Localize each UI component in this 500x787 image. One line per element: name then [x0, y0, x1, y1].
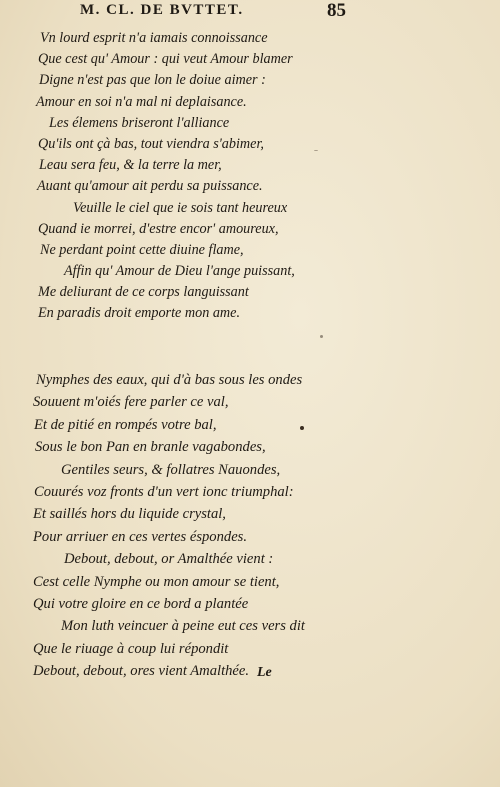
- verse-line: Digne n'est pas que lon le doiue aimer :: [39, 72, 266, 89]
- running-head: M. CL. DE BVTTET.: [80, 2, 244, 18]
- verse-line: Que le riuage à coup lui répondit: [33, 640, 229, 657]
- ink-speck: [314, 150, 318, 151]
- verse-line: Veuille le ciel que ie sois tant heureux: [73, 199, 288, 216]
- page-header: [0, 2, 500, 26]
- verse-line: Leau sera feu, & la terre la mer,: [39, 157, 222, 174]
- verse-line: Qu'ils ont çà bas, tout viendra s'abimer,: [38, 135, 264, 152]
- verse-line: Mon luth veincuer à peine eut ces vers dit: [61, 618, 305, 635]
- verse-line: Et de pitié en rompés votre bal,: [34, 416, 217, 433]
- verse-line: Que cest qu' Amour : qui veut Amour blamer: [38, 51, 293, 68]
- verse-line: Amour en soi n'a mal ni deplaisance.: [36, 93, 247, 110]
- verse-line: Quand ie morrei, d'estre encor' amoureux,: [38, 220, 279, 237]
- verse-line: Pour arriuer en ces vertes éspondes.: [33, 528, 247, 545]
- verse-line: Et saillés hors du liquide crystal,: [33, 506, 226, 523]
- ink-speck: [320, 335, 323, 338]
- verse-line: Souuent m'oiés fere parler ce val,: [33, 394, 229, 411]
- sonnet-1: [0, 28, 500, 325]
- verse-line: Auant qu'amour ait perdu sa puissance.: [37, 178, 263, 195]
- verse-line: Affin qu' Amour de Dieu l'ange puissant,: [64, 263, 295, 280]
- verse-line: Cest celle Nymphe ou mon amour se tient,: [33, 573, 280, 590]
- verse-line: En paradis droit emporte mon ame.: [38, 305, 241, 322]
- verse-line: Debout, debout, or Amalthée vient :: [64, 551, 274, 568]
- verse-line: Gentiles seurs, & follatres Nauondes,: [61, 461, 281, 478]
- verse-line: Me deliurant de ce corps languissant: [38, 284, 249, 301]
- verse-line: Nymphes des eaux, qui d'à bas sous les ondes: [36, 372, 303, 388]
- sonnet-2: [0, 369, 500, 682]
- catchword: Le: [257, 665, 272, 680]
- verse-line: Debout, debout, ores vient Amalthée.: [33, 663, 250, 680]
- verse-line: Les élemens briseront l'alliance: [49, 114, 230, 131]
- page-number: 85: [327, 0, 346, 21]
- ink-speck: [300, 426, 304, 430]
- verse-line: Qui votre gloire en ce bord a plantée: [33, 595, 249, 612]
- verse-line: Vn lourd esprit n'a iamais connoissance: [40, 30, 268, 46]
- verse-line: Sous le bon Pan en branle vagabondes,: [35, 439, 266, 456]
- verse-line: Couurés voz fronts d'un vert ionc triumphal:: [34, 483, 294, 500]
- verse-line: Ne perdant point cette diuine flame,: [40, 241, 244, 258]
